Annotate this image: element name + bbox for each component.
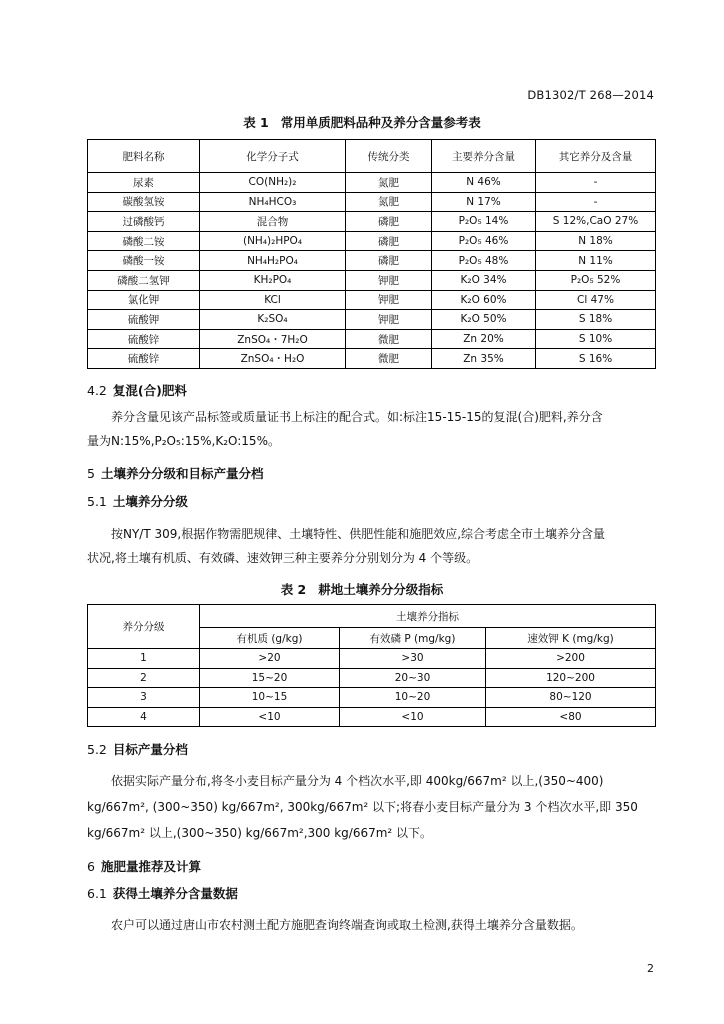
table-row (88, 270, 656, 290)
document-code: DB1302/T 268—2014 (527, 88, 654, 102)
table-cell: 20~30 (340, 668, 486, 688)
paragraph-line: 按NY/T 309,根据作物需肥规律、土壤特性、供肥性能和施肥效应,综合考虑全市土壤养分含量 (111, 527, 606, 541)
column-header: 肥料名称 (88, 140, 200, 173)
table-header-row (88, 140, 656, 173)
table-cell: 磷酸一铵 (88, 251, 200, 271)
table-row (88, 310, 656, 330)
table-cell: >200 (486, 649, 656, 669)
table-cell: 10~20 (340, 688, 486, 708)
table-cell: Cl 47% (536, 290, 656, 310)
table-cell: >20 (200, 649, 340, 669)
table-cell: 80~120 (486, 688, 656, 708)
table-cell: CO(NH₂)₂ (200, 173, 346, 193)
table-cell: K₂SO₄ (200, 310, 346, 330)
table2-title: 耕地土壤养分分级指标 (318, 582, 444, 597)
table-cell: KH₂PO₄ (200, 270, 346, 290)
table2-caption (0, 580, 724, 598)
table-row (88, 707, 656, 727)
table-cell: N 18% (536, 231, 656, 251)
table-header-row (88, 605, 656, 628)
section-number: 6.1 (87, 886, 107, 901)
paragraph-line: 农户可以通过唐山市农村测土配方施肥查询终端查询或取土检测,获得土壤养分含量数据。 (111, 918, 583, 932)
table-cell: Zn 20% (432, 329, 536, 349)
table-cell: - (536, 173, 656, 193)
column-header: 化学分子式 (200, 140, 346, 173)
table-cell: 钾肥 (346, 290, 432, 310)
table-row (88, 290, 656, 310)
table-cell: 磷肥 (346, 231, 432, 251)
column-header: 主要养分含量 (432, 140, 536, 173)
table-cell: - (536, 192, 656, 212)
table-cell: 3 (88, 688, 200, 708)
table-cell: >30 (340, 649, 486, 669)
table-row (88, 349, 656, 369)
table-cell: P₂O₅ 14% (432, 212, 536, 232)
table-cell: 微肥 (346, 329, 432, 349)
paragraph-line: 依据实际产量分布,将冬小麦目标产量分为 4 个档次水平,即 400kg/667m² 以上,(350~400) (111, 774, 604, 788)
table-row (88, 212, 656, 232)
table-cell: S 12%,CaO 27% (536, 212, 656, 232)
paragraph-line: kg/667m², (300~350) kg/667m², 300kg/667m² 以下;将春小麦目标产量分为 3 个档次水平,即 350 (87, 800, 638, 814)
table-cell: 尿素 (88, 173, 200, 193)
table-cell: ZnSO₄・H₂O (200, 349, 346, 369)
table2-number: 表 2 (280, 582, 307, 597)
table-row (88, 173, 656, 193)
section-number: 5 (87, 466, 95, 481)
table-cell: NH₄H₂PO₄ (200, 251, 346, 271)
table-cell: <10 (200, 707, 340, 727)
table-cell: 钾肥 (346, 310, 432, 330)
section-number: 5.1 (87, 494, 107, 509)
paragraph-line: 养分含量见该产品标签或质量证书上标注的配合式。如:标注15-15-15的复混(合)肥料,养分含 (111, 410, 603, 424)
column-header: 传统分类 (346, 140, 432, 173)
column-header: 有机质 (g/kg) (200, 628, 340, 649)
table-row (88, 688, 656, 708)
section-title: 土壤养分分级和目标产量分档 (100, 466, 264, 481)
paragraph-line: kg/667m² 以上,(300~350) kg/667m²,300 kg/667m² 以下。 (87, 826, 433, 840)
table-cell: <80 (486, 707, 656, 727)
table-cell: P₂O₅ 52% (536, 270, 656, 290)
table1-number: 表 1 (243, 115, 269, 130)
table-cell: 碳酸氢铵 (88, 192, 200, 212)
table-cell: 1 (88, 649, 200, 669)
table1-title: 常用单质肥料品种及养分含量参考表 (280, 115, 481, 130)
table-cell: K₂O 34% (432, 270, 536, 290)
table-cell: P₂O₅ 48% (432, 251, 536, 271)
table-cell: ZnSO₄・7H₂O (200, 329, 346, 349)
table-cell: 氮肥 (346, 173, 432, 193)
column-header: 速效钾 K (mg/kg) (486, 628, 656, 649)
table-cell: 过磷酸钙 (88, 212, 200, 232)
table-cell: 15~20 (200, 668, 340, 688)
table-cell: N 46% (432, 173, 536, 193)
table-cell: 磷酸二氢钾 (88, 270, 200, 290)
section-heading-5-2 (87, 740, 188, 758)
section-number: 4.2 (87, 383, 107, 398)
table-cell: 硫酸钾 (88, 310, 200, 330)
table-cell: NH₄HCO₃ (200, 192, 346, 212)
table-cell: 2 (88, 668, 200, 688)
section-number: 6 (87, 859, 95, 874)
table-cell: (NH₄)₂HPO₄ (200, 231, 346, 251)
table-cell: 钾肥 (346, 270, 432, 290)
table-cell: P₂O₅ 46% (432, 231, 536, 251)
table-cell: 4 (88, 707, 200, 727)
section-heading-5 (87, 464, 263, 482)
table-cell: S 10% (536, 329, 656, 349)
soil-grading-table (87, 604, 656, 727)
column-group-header: 土壤养分指标 (200, 605, 656, 628)
column-header: 其它养分及含量 (536, 140, 656, 173)
table-cell: <10 (340, 707, 486, 727)
section-title: 获得土壤养分含量数据 (112, 886, 238, 901)
table-cell: N 17% (432, 192, 536, 212)
section-title: 目标产量分档 (112, 742, 188, 757)
table-cell: Zn 35% (432, 349, 536, 369)
section-heading-5-1 (87, 492, 188, 510)
column-header: 有效磷 P (mg/kg) (340, 628, 486, 649)
table-cell: 120~200 (486, 668, 656, 688)
section-title: 施肥量推荐及计算 (100, 859, 201, 874)
table-cell: KCl (200, 290, 346, 310)
paragraph-line: 量为N:15%,P₂O₅:15%,K₂O:15%。 (87, 434, 280, 448)
section-title: 复混(合)肥料 (112, 383, 187, 398)
table-cell: 10~15 (200, 688, 340, 708)
table-cell: 磷肥 (346, 212, 432, 232)
section-heading-6 (87, 857, 201, 875)
table-cell: 磷肥 (346, 251, 432, 271)
table-row (88, 192, 656, 212)
table-cell: S 18% (536, 310, 656, 330)
table-cell: 氮肥 (346, 192, 432, 212)
section-title: 土壤养分分级 (112, 494, 188, 509)
table-cell: 微肥 (346, 349, 432, 369)
table-cell: 硫酸锌 (88, 329, 200, 349)
column-header: 养分分级 (88, 605, 200, 649)
table-cell: 氯化钾 (88, 290, 200, 310)
table-cell: K₂O 50% (432, 310, 536, 330)
page-number: 2 (647, 962, 654, 975)
table-row (88, 329, 656, 349)
table-row (88, 668, 656, 688)
section-heading-6-1 (87, 884, 238, 902)
table-row (88, 649, 656, 669)
table-cell: 硫酸锌 (88, 349, 200, 369)
table-cell: S 16% (536, 349, 656, 369)
fertilizer-table (87, 139, 656, 369)
table-row (88, 231, 656, 251)
section-heading-4-2 (87, 381, 187, 399)
table-cell: K₂O 60% (432, 290, 536, 310)
section-number: 5.2 (87, 742, 107, 757)
table-cell: 磷酸二铵 (88, 231, 200, 251)
paragraph-line: 状况,将土壤有机质、有效磷、速效钾三种主要养分分别划分为 4 个等级。 (87, 551, 479, 565)
table-cell: 混合物 (200, 212, 346, 232)
table-row (88, 251, 656, 271)
table1-caption (0, 113, 724, 131)
table-cell: N 11% (536, 251, 656, 271)
